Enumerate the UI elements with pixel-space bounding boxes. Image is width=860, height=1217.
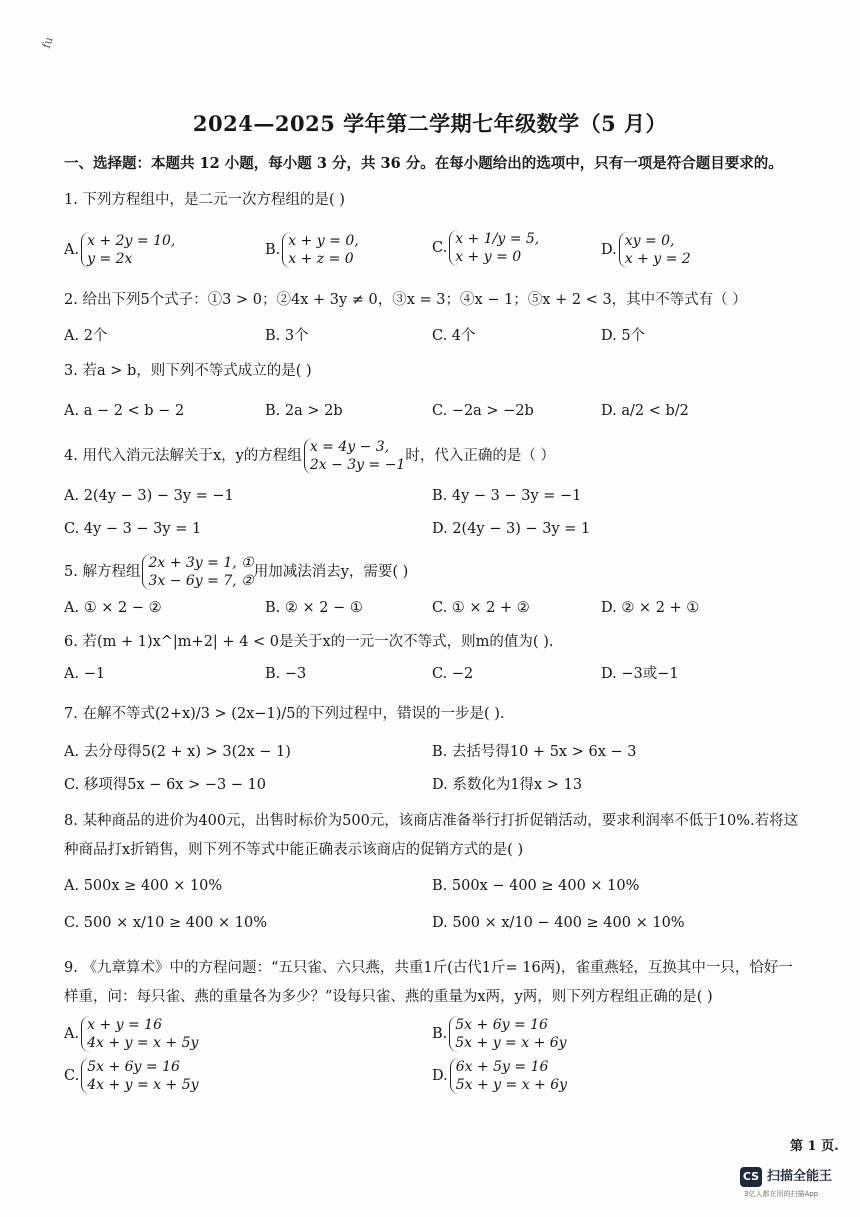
- equation-system: x + y = 0, x + z = 0: [282, 232, 358, 268]
- question-1-option-a: A. x + 2y = 10, y = 2x: [64, 233, 176, 267]
- question-6-option-d: D. −3或−1: [601, 666, 679, 682]
- question-6-stem: 6. 若(m + 1)x^|m+2| + 4 < 0是关于x的一元一次不等式，则m的值为( ).: [64, 634, 554, 650]
- question-1-stem: 1. 下列方程组中，是二元一次方程组的是( ): [64, 192, 345, 208]
- question-2-stem: 2. 给出下列5个式子：①3 > 0；②4x + 3y ≠ 0，③x = 3；④x − 1；⑤x + 2 < 3，其中不等式有（ ）: [64, 292, 747, 308]
- question-8-option-a: A. 500x ≥ 400 × 10%: [64, 878, 223, 894]
- equation-system: x = 4y − 3, 2x − 3y = −1: [304, 438, 406, 474]
- question-3-option-c: C. −2a > −2b: [432, 403, 534, 419]
- question-4-stem: 4. 用代入消元法解关于x，y的方程组 x = 4y − 3, 2x − 3y = −1 时，代入正确的是（ ）: [64, 439, 555, 473]
- question-9-option-d: D. 6x + 5y = 16 5x + y = x + 6y: [432, 1059, 568, 1093]
- question-8-option-c: C. 500 × x/10 ≥ 400 × 10%: [64, 915, 267, 931]
- question-2-option-d: D. 5个: [601, 328, 646, 344]
- question-3-option-d: D. a/2 < b/2: [601, 403, 689, 419]
- question-9-option-b: B. 5x + 6y = 16 5x + y = x + 6y: [432, 1017, 567, 1051]
- question-4-option-b: B. 4y − 3 − 3y = −1: [432, 488, 582, 504]
- section-heading: 一、选择题：本题共 12 小题，每小题 3 分，共 36 分。在每小题给出的选项中，只有一项是符合题目要求的。: [64, 155, 783, 172]
- question-9-option-c: C. 5x + 6y = 16 4x + y = x + 5y: [64, 1059, 199, 1093]
- question-7-option-b: B. 去括号得10 + 5x > 6x − 3: [432, 744, 637, 760]
- question-3-option-a: A. a − 2 < b − 2: [64, 403, 185, 419]
- question-2-option-a: A. 2个: [64, 328, 108, 344]
- equation-system: 5x + 6y = 16 5x + y = x + 6y: [449, 1016, 566, 1052]
- question-1-option-d: D. xy = 0, x + y = 2: [601, 233, 691, 267]
- question-4-option-d: D. 2(4y − 3) − 3y = 1: [432, 521, 591, 537]
- question-9-stem-line1: 9. 《九章算术》中的方程问题：“五只雀、六只燕，共重1斤(古代1斤= 16两)，雀重燕轻，互换其中一只，恰好一: [64, 960, 793, 976]
- question-4-option-a: A. 2(4y − 3) − 3y = −1: [64, 488, 234, 504]
- question-8-option-d: D. 500 × x/10 − 400 ≥ 400 × 10%: [432, 915, 685, 931]
- question-1-option-c: C. x + 1/y = 5, x + y = 0: [432, 231, 540, 265]
- question-1-option-b: B. x + y = 0, x + z = 0: [265, 233, 359, 267]
- camscanner-logo-icon: CS: [740, 1167, 762, 1187]
- page-number: 第 1 页.: [790, 1139, 839, 1154]
- question-9-option-a: A. x + y = 16 4x + y = x + 5y: [64, 1017, 199, 1051]
- question-9-stem-line2: 样重，问：每只雀、燕的重量各为多少？”设每只雀、燕的重量为x两，y两，则下列方程组正确的是( ): [64, 989, 713, 1005]
- question-3-stem: 3. 若a > b，则下列不等式成立的是( ): [64, 363, 312, 379]
- question-5-stem: 5. 解方程组 2x + 3y = 1, ① 3x − 6y = 7, ② 用加减法消去y，需要( ): [64, 555, 409, 589]
- question-6-option-b: B. −3: [265, 666, 307, 682]
- question-5-option-b: B. ② × 2 − ①: [265, 600, 363, 616]
- question-6-option-c: C. −2: [432, 666, 474, 682]
- question-2-option-b: B. 3个: [265, 328, 309, 344]
- equation-system: x + y = 16 4x + y = x + 5y: [81, 1016, 198, 1052]
- scanner-app-tagline: 3亿人都在用的扫描App: [744, 1190, 819, 1198]
- scanner-app-badge: [740, 1165, 844, 1205]
- question-8-option-b: B. 500x − 400 ≥ 400 × 10%: [432, 878, 640, 894]
- question-5-option-d: D. ② × 2 + ①: [601, 600, 700, 616]
- question-5-option-c: C. ① × 2 + ②: [432, 600, 530, 616]
- question-5-option-a: A. ① × 2 − ②: [64, 600, 162, 616]
- question-4-option-c: C. 4y − 3 − 3y = 1: [64, 521, 202, 537]
- question-3-option-b: B. 2a > 2b: [265, 403, 343, 419]
- equation-system: 5x + 6y = 16 4x + y = x + 5y: [81, 1058, 198, 1094]
- question-2-option-c: C. 4个: [432, 328, 476, 344]
- question-6-option-a: A. −1: [64, 666, 106, 682]
- equation-system: xy = 0, x + y = 2: [619, 232, 691, 268]
- question-8-stem-line2: 种商品打x折销售，则下列不等式中能正确表示该商店的促销方式的是( ): [64, 842, 524, 858]
- question-7-option-d: D. 系数化为1得x > 13: [432, 777, 583, 793]
- question-7-stem: 7. 在解不等式(2+x)/3 > (2x−1)/5的下列过程中，错误的一步是( ).: [64, 706, 505, 722]
- scanner-app-name: 扫描全能王: [767, 1169, 833, 1184]
- equation-system: 6x + 5y = 16 5x + y = x + 6y: [450, 1058, 567, 1094]
- question-7-option-c: C. 移项得5x − 6x > −3 − 10: [64, 777, 267, 793]
- question-8-stem-line1: 8. 某种商品的进价为400元，出售时标价为500元，该商店准备举行打折促销活动，要求利润率不低于10%.若将这: [64, 813, 799, 829]
- equation-system: x + 2y = 10, y = 2x: [81, 232, 175, 268]
- question-7-option-a: A. 去分母得5(2 + x) > 3(2x − 1): [64, 744, 291, 760]
- equation-system: x + 1/y = 5, x + y = 0: [449, 230, 539, 266]
- page-title: 2024—2025 学年第二学期七年级数学（5 月）: [192, 111, 668, 136]
- handwritten-mark: fu: [39, 35, 56, 50]
- equation-system: 2x + 3y = 1, ① 3x − 6y = 7, ②: [142, 554, 253, 590]
